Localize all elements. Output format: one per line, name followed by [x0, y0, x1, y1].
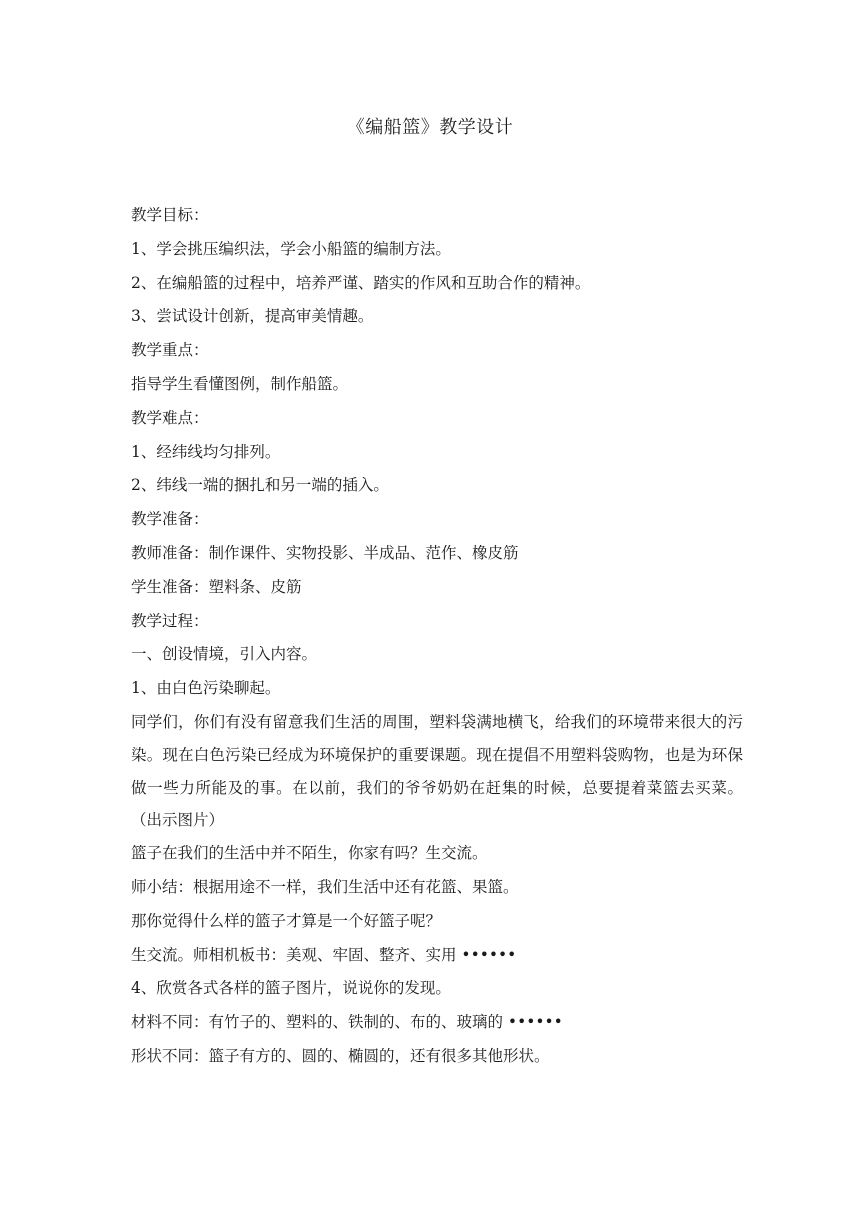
section-heading-preparation: 教学准备： [131, 510, 209, 529]
intro-paragraph: 同学们，你们有没有留意我们生活的周围，塑料袋满地横飞，给我们的环境带来很大的污染。现在白色污染已经成为环境保护的重要课题。现在提倡不用塑料袋购物，也是为环保做一些力所能及的事。在以前，我们的爷爷奶奶在赶集的时候，总要提着菜篮去买菜。（出示图片） [131, 712, 743, 830]
process-substep-4: 4、欣赏各式各样的篮子图片，说说你的发现。 [131, 979, 451, 998]
teacher-preparation: 教师准备：制作课件、实物投影、半成品、范作、橡皮筋 [131, 543, 519, 562]
section-heading-key-points: 教学重点： [131, 341, 209, 360]
shapes-line: 形状不同：篮子有方的、圆的、椭圆的，还有很多其他形状。 [131, 1046, 550, 1065]
objective-item-2: 2、在编船篮的过程中，培养严谨、踏实的作风和互助合作的精神。 [131, 273, 591, 292]
teacher-summary: 师小结：根据用途不一样，我们生活中还有花篮、果篮。 [131, 877, 519, 896]
process-substep-1: 1、由白色污染聊起。 [131, 679, 281, 698]
difficulty-item-2: 2、纬线一端的捆扎和另一端的插入。 [131, 476, 389, 495]
difficulty-item-1: 1、经纬线均匀排列。 [131, 442, 281, 461]
section-heading-difficulties: 教学难点： [131, 408, 209, 427]
document-body [131, 199, 743, 1074]
question-line: 那你觉得什么样的篮子才算是一个好篮子呢？ [131, 911, 442, 930]
materials-line: 材料不同：有竹子的、塑料的、铁制的、布的、玻璃的 •••••• [131, 1013, 563, 1032]
board-writing-line: 生交流。师相机板书：美观、牢固、整齐、实用 •••••• [131, 945, 517, 964]
key-point-text: 指导学生看懂图例，制作船篮。 [131, 374, 349, 393]
section-heading-process: 教学过程： [131, 611, 209, 630]
discussion-line-1: 篮子在我们的生活中并不陌生，你家有吗？生交流。 [131, 844, 488, 863]
objective-item-1: 1、学会挑压编织法，学会小船篮的编制方法。 [131, 239, 451, 258]
section-heading-objectives: 教学目标： [131, 206, 209, 224]
document-title: 《编船篮》教学设计 [346, 117, 514, 138]
process-step-1: 一、创设情境，引入内容。 [131, 645, 318, 664]
student-preparation: 学生准备：塑料条、皮筋 [131, 577, 302, 596]
objective-item-3: 3、尝试设计创新，提高审美情趣。 [131, 307, 374, 326]
